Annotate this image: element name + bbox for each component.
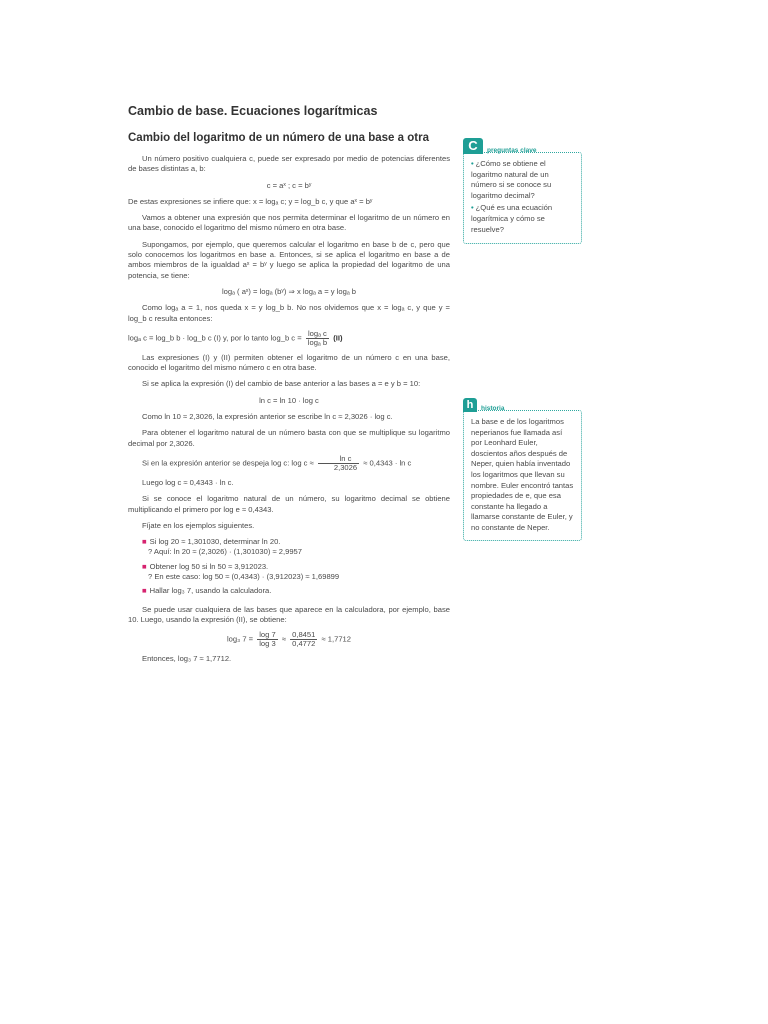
fraction-denominator: log 3 — [259, 639, 276, 649]
paragraph: Si se aplica la expresión (I) del cambio de base anterior a las bases a = e y b = 10: — [142, 379, 421, 389]
equation — [128, 455, 450, 472]
paragraph: Luego log c ≈ 0,4343 · ln c. — [142, 477, 234, 487]
section-heading: Cambio del logaritmo de un número de una base a otra — [128, 132, 429, 144]
question-text: ¿Cómo se obtiene el logaritmo natural de un número si se conoce su logaritmo decimal? — [471, 159, 552, 200]
paragraph: Entonces, log₃ 7 ≈ 1,7712. — [142, 654, 232, 664]
example-item — [128, 562, 450, 583]
equation — [128, 631, 450, 648]
example-question: Si log 20 ≈ 1,301030, determinar ln 20. — [149, 537, 281, 547]
paragraph: Como ln 10 ≈ 2,3026, la expresión anterior se escribe ln c ≈ 2,3026 · log c. — [142, 412, 393, 422]
fraction-numerator: ln c — [318, 455, 359, 464]
paragraph: Si se conoce el logaritmo natural de un número, su logaritmo decimal se obtiene multiplicando el primero por log e ≈ 0,4343. — [128, 494, 450, 514]
example-item — [128, 586, 450, 596]
fraction — [257, 631, 277, 648]
bullet-icon: ■ — [142, 561, 147, 571]
bullet-icon: ■ — [142, 586, 147, 596]
equation-right: ≈ 1,7712 — [321, 634, 351, 644]
paragraph: Se puede usar cualquiera de las bases que aparece en la calculadora, por ejemplo, base 10. Luego, usando la expresión (II), se obtiene: — [128, 604, 450, 624]
example-question: Hallar log₃ 7, usando la calculadora. — [149, 586, 272, 596]
bullet-icon: • — [471, 203, 474, 213]
paragraph: Un número positivo cualquiera c, puede ser expresado por medio de potencias diferentes de bases distintas a, b: — [128, 154, 450, 174]
fraction — [306, 330, 329, 347]
paragraph: Para obtener el logaritmo natural de un número basta con que se multiplique su logaritmo decimal por 2,3026. — [128, 428, 450, 448]
equation-tag: (II) — [333, 333, 343, 343]
equation-right: ≈ 0,4343 · ln c — [363, 458, 412, 468]
paragraph: Como logₐ a = 1, nos queda x = y log_b b. No nos olvidemos que x = logₐ c, y que y = log_b c resulta entonces: — [128, 303, 450, 323]
key-questions-label: preguntas clave — [487, 147, 537, 154]
equation: ln c = ln 10 · log c — [259, 395, 319, 405]
main-content — [128, 104, 450, 671]
fraction-numerator: 0,8451 — [292, 630, 316, 640]
key-questions-logo-icon: C — [463, 138, 483, 154]
example-answer: ? Aquí: ln 20 ≈ (2,3026) · (1,301030) ≈ 2,9957 — [148, 547, 302, 557]
paragraph: Las expresiones (I) y (II) permiten obtener el logaritmo de un número c en una base, conocido el logaritmo del mismo número c en otra base. — [128, 352, 450, 373]
approx-symbol: ≈ — [281, 634, 286, 644]
paragraph: Fíjate en los ejemplos siguientes. — [142, 520, 255, 530]
bullet-icon: ■ — [142, 537, 147, 547]
equation — [128, 330, 450, 347]
bullet-icon: • — [471, 159, 474, 168]
fraction-denominator: 2,3026 — [333, 462, 358, 472]
fraction-numerator: log 7 — [259, 630, 276, 640]
question-item — [471, 203, 574, 235]
history-logo-icon: h — [463, 398, 477, 412]
equation-left: logₐ c = log_b b · log_b c (I) y, por lo tanto log_b c = — [128, 333, 302, 343]
page-title: Cambio de base. Ecuaciones logarítmicas — [128, 104, 378, 118]
fraction-numerator: logₐ c — [306, 330, 329, 339]
fraction-denominator: logₐ b — [307, 337, 328, 347]
key-questions-content — [463, 152, 582, 244]
fraction-denominator: 0,4772 — [292, 639, 316, 649]
equation: c = aˣ ; c = bʸ — [266, 180, 312, 190]
equation: logₐ ( aˣ) = logₐ (bʸ) ⇒ x logₐ a = y logₐ b — [221, 286, 357, 296]
equation-left: Si en la expresión anterior se despeja log c: log c ≈ — [142, 458, 314, 468]
history-label: historia — [481, 405, 505, 412]
example-answer: ? En este caso: log 50 ≈ (0,4343) · (3,912023) ≈ 1,69899 — [148, 572, 340, 582]
question-text: ¿Qué es una ecuación logarítmica y cómo se resuelve? — [471, 203, 553, 234]
example-item — [128, 537, 450, 558]
paragraph: Supongamos, por ejemplo, que queremos calcular el logaritmo en base b de c, pero que solo conocemos los logaritmos en base a. Entonces, si se aplica el logaritmo en base a de ambos miembros de la igualdad aˣ = bʸ y luego se aplica la propiedad del logaritmo de una potencia, se tiene: — [128, 239, 450, 280]
fraction — [318, 455, 359, 472]
fraction — [290, 631, 317, 648]
question-item — [471, 159, 574, 201]
paragraph: Vamos a obtener una expresión que nos permita determinar el logaritmo de un número en una base, conocido el logaritmo del mismo número en otra base. — [128, 213, 450, 233]
paragraph: De estas expresiones se infiere que: x = logₐ c; y = log_b c, y que aˣ = bʸ — [128, 196, 373, 206]
history-box — [463, 396, 582, 541]
equation-left: log₃ 7 = — [227, 634, 254, 644]
key-questions-box — [463, 138, 582, 244]
example-question: Obtener log 50 si ln 50 ≈ 3,912023. — [149, 561, 269, 571]
history-content: La base e de los logaritmos neperianos fue llamada así por Leonhard Euler, doscientos años después de Neper, quien había inventado los logaritmos que llevan su nombre. Euler encontró tantas propiedades de e, que esa constante ha llegado a llamarse constante de Euler, y no constante de Neper. — [463, 410, 582, 541]
